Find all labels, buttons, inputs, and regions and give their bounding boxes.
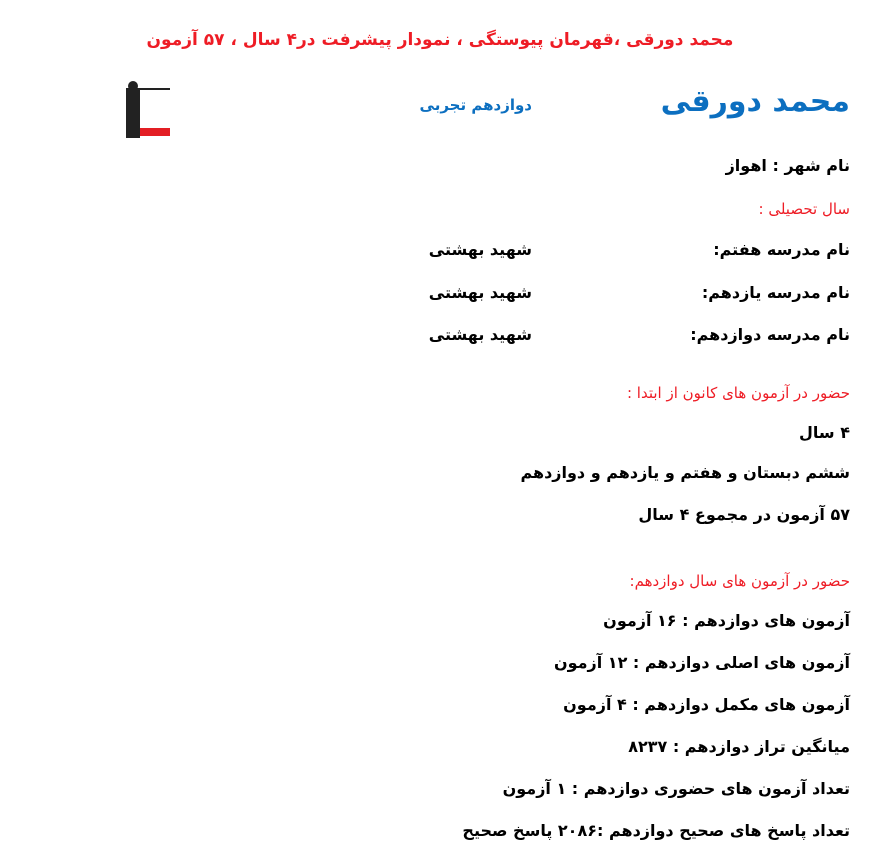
- kanoon-logo: [122, 78, 174, 138]
- attendance-line: ۵۷ آزمون در مجموع ۴ سال: [638, 505, 850, 524]
- school-label: نام مدرسه یازدهم:: [701, 283, 850, 302]
- attendance-line: ششم دبستان و هفتم و یازدهم و دوازدهم: [520, 463, 850, 482]
- school-value: شهید بهشتی: [428, 325, 532, 344]
- grade12-line: آزمون های دوازدهم : ۱۶ آزمون: [603, 611, 850, 630]
- school-value: شهید بهشتی: [428, 240, 532, 259]
- attendance-heading: حضور در آزمون های کانون از ابتدا :: [626, 384, 850, 402]
- grade12-line: میانگین تراز دوازدهم : ۸۲۳۷: [628, 737, 850, 756]
- student-grade: دوازدهم تجربی: [419, 96, 532, 114]
- school-value: شهید بهشتی: [428, 283, 532, 302]
- grade12-line: آزمون های اصلی دوازدهم : ۱۲ آزمون: [553, 653, 850, 672]
- grade12-line: آزمون های مکمل دوازدهم : ۴ آزمون: [563, 695, 850, 714]
- student-name: محمد دورقی: [660, 84, 850, 119]
- city: نام شهر : اهواز: [725, 156, 850, 175]
- grade12-line: تعداد پاسخ های صحیح دوازدهم :۲۰۸۶ پاسخ صحیح: [462, 821, 850, 840]
- grade12-line: تعداد آزمون های حضوری دوازدهم : ۱ آزمون: [502, 779, 850, 798]
- academic-year-label: سال تحصیلی :: [758, 200, 850, 218]
- school-label: نام مدرسه دوازدهم:: [690, 325, 850, 344]
- grade12-heading: حضور در آزمون های سال دوازدهم:: [629, 572, 850, 590]
- attendance-line: ۴ سال: [799, 423, 850, 442]
- page-title: محمد دورقی ،قهرمان پیوستگی ، نمودار پیشرفت در۴ سال ، ۵۷ آزمون: [146, 30, 734, 50]
- school-label: نام مدرسه هفتم:: [713, 240, 850, 259]
